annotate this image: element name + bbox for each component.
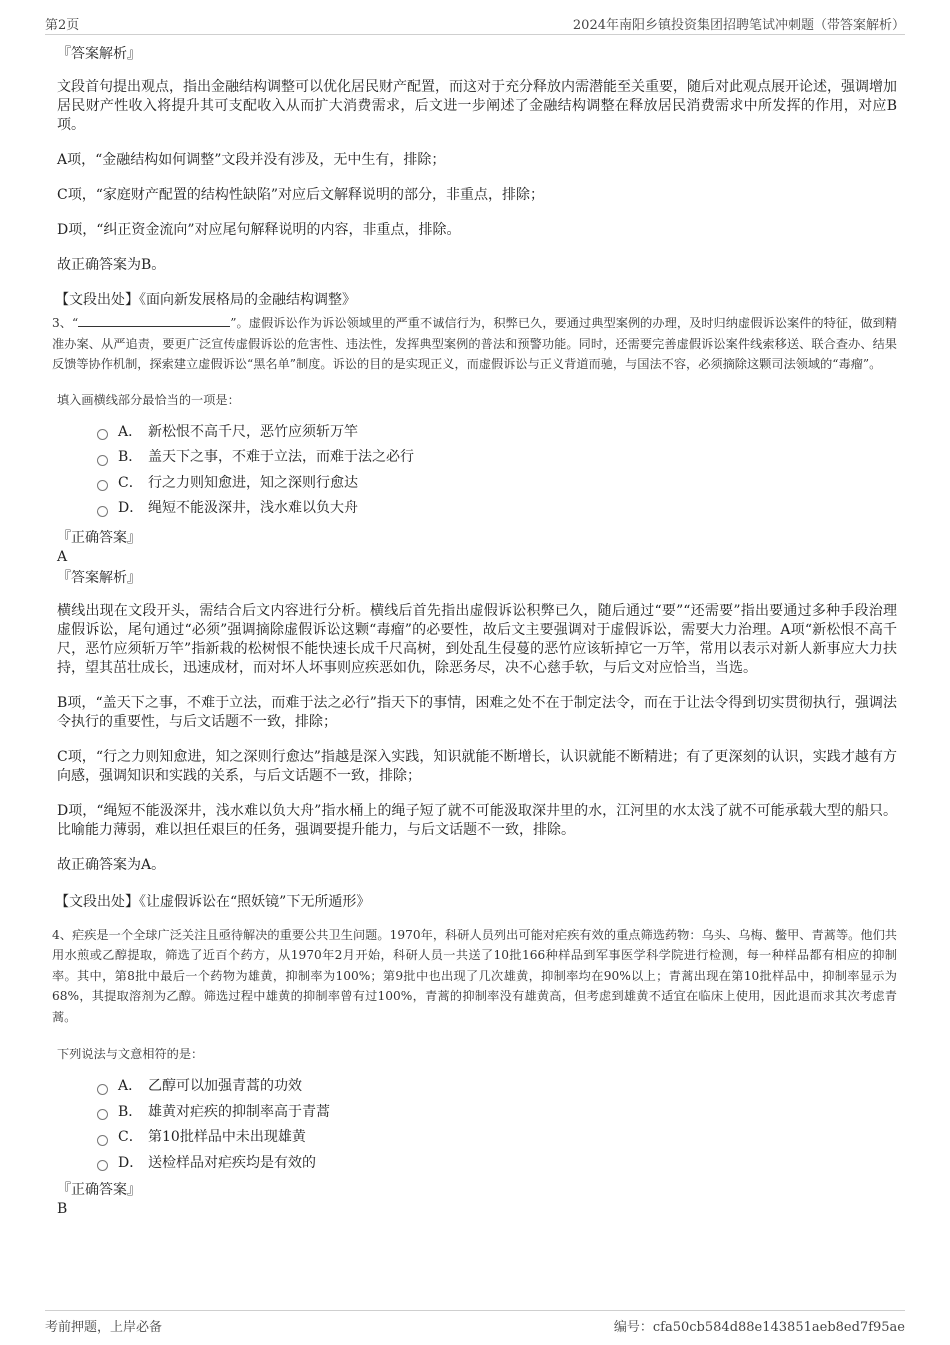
page-footer	[45, 1310, 905, 1337]
radio-icon[interactable]	[97, 1084, 108, 1095]
radio-icon[interactable]	[97, 480, 108, 491]
radio-icon[interactable]	[97, 429, 108, 440]
source-citation: 【文段出处】《面向新发展格局的金融结构调整》	[55, 292, 356, 308]
option-c[interactable]: C． 行之力则知愈进，知之深则行愈达	[97, 471, 897, 497]
fill-blank-line	[78, 314, 230, 327]
option-d[interactable]: D． 送检样品对疟疾均是有效的	[97, 1151, 897, 1177]
page-content	[52, 44, 897, 1218]
answer-value: A	[57, 548, 68, 565]
analysis-label: 『答案解析』	[57, 569, 141, 586]
question-3-options	[97, 420, 897, 522]
analysis-option-b: B项，“盖天下之事，不难于立法，而难于法之必行”指天下的事情，困难之处不在于制定法令，而在于让法令得到切实贯彻执行，强调法令执行的重要性，与后文话题不一致，排除；	[57, 694, 897, 730]
question-3-stem	[52, 313, 897, 375]
answer-label: 『正确答案』	[57, 1182, 141, 1198]
analysis-option-c: C项，“行之力则知愈进，知之深则行愈达”指越是深入实践，知识就能不断增长，认识就能不断精进；有了更深刻的认识，实践才越有方向感，强调知识和实践的关系，与后文话题不一致，排除；	[57, 748, 897, 784]
option-b[interactable]: B． 盖天下之事，不难于立法，而难于法之必行	[97, 445, 897, 471]
analysis-paragraph: 横线出现在文段开头，需结合后文内容进行分析。横线后首先指出虚假诉讼积弊已久，随后通过“要”“还需要”指出要通过多种手段治理虚假诉讼，尾句通过“必须”强调摘除虚假诉讼这颗“毒瘤”的必要性，故后文主要强调对于虚假诉讼，需要大力治理。A项“新松恨不高千尺，恶竹应须斩万竿”指新栽的松树恨不能快速长成千尺高树，到处乱生侵蔓的恶竹应该斩掉它一万竿，常用以表示对新人新事应大力扶持，望其茁壮成长，迅速成材，而对坏人坏事则应疾恶如仇，除恶务尽，决不心慈手软，与后文对应恰当，当选。	[57, 602, 897, 676]
answer-label: 『正确答案』	[57, 529, 141, 546]
source-citation: 【文段出处】《让虚假诉讼在“照妖镜”下无所遁形》	[55, 893, 371, 910]
option-b[interactable]: B． 雄黄对疟疾的抑制率高于青蒿	[97, 1100, 897, 1126]
conclusion: 故正确答案为B。	[57, 257, 166, 273]
analysis-label: 『答案解析』	[57, 46, 141, 62]
option-d[interactable]: D． 绳短不能汲深井，浅水难以负大舟	[97, 496, 897, 522]
analysis-option-c: C项，“家庭财产配置的结构性缺陷”对应后文解释说明的部分，非重点，排除；	[57, 187, 545, 203]
conclusion: 故正确答案为A。	[57, 856, 166, 873]
radio-icon[interactable]	[97, 1135, 108, 1146]
radio-icon[interactable]	[97, 1160, 108, 1171]
footer-slogan: 考前押题，上岸必备	[45, 1320, 163, 1335]
analysis-option-d: D项，“绳短不能汲深井，浅水难以负大舟”指水桶上的绳子短了就不可能汲取深井里的水，江河里的水太浅了就不可能承载大型的船只。比喻能力薄弱，难以担任艰巨的任务，强调要提升能力，与后文话题不一致，排除。	[57, 802, 897, 838]
analysis-option-d: D项，“纠正资金流向”对应尾句解释说明的内容，非重点，排除。	[57, 222, 461, 238]
page-number: 第2页	[45, 18, 80, 33]
analysis-paragraph: 文段首句提出观点，指出金融结构调整可以优化居民财产配置，而这对于充分释放内需潜能至关重要，随后对此观点展开论述，强调增加居民财产性收入将提升其可支配收入从而扩大消费需求，后文进一步阐述了金融结构调整在释放居民消费需求中所发挥的作用，对应B项。	[57, 79, 897, 133]
question-4-instruction: 下列说法与文意相符的是：	[57, 1047, 204, 1061]
document-id: 编号：cfa50cb584d88e143851aeb8ed7f95ae	[613, 1320, 905, 1335]
option-c[interactable]: C． 第10批样品中未出现雄黄	[97, 1125, 897, 1151]
page-header	[45, 12, 905, 35]
option-a[interactable]: A． 新松恨不高千尺，恶竹应须斩万竿	[97, 420, 897, 446]
document-title: 2024年南阳乡镇投资集团招聘笔试冲刺题（带答案解析）	[572, 18, 905, 33]
question-4-options	[97, 1074, 897, 1176]
question-3-instruction: 填入画横线部分最恰当的一项是：	[57, 392, 240, 407]
option-a[interactable]: A． 乙醇可以加强青蒿的功效	[97, 1074, 897, 1100]
radio-icon[interactable]	[97, 455, 108, 466]
question-4-stem: 4、疟疾是一个全球广泛关注且亟待解决的重要公共卫生问题。1970年，科研人员列出可能对疟疾有效的重点筛选药物：乌头、乌梅、鳖甲、青蒿等。他们共用水煎或乙醇提取，筛选了近百个药方，从1970年2月开始，科研人员一共送了10批166种样品到军事医学科学院进行检测，每一种样品都有相应的抑制率。其中，第8批中最后一个药物为雄黄，抑制率为100%；第9批中也出现了几次雄黄，抑制率均在90%以上；青蒿出现在第10批样品中，抑制率显示为68%，其提取溶剂为乙醇。筛选过程中雄黄的抑制率曾有过100%，青蒿的抑制率没有雄黄高，但考虑到雄黄不适宜在临床上使用，因此退而求其次考虑青蒿。	[52, 927, 897, 1024]
question-3-number: 3、“	[52, 316, 79, 330]
radio-icon[interactable]	[97, 506, 108, 517]
radio-icon[interactable]	[97, 1109, 108, 1120]
analysis-option-a: A项，“金融结构如何调整”文段并没有涉及，无中生有，排除；	[57, 152, 446, 168]
answer-value: B	[57, 1201, 68, 1217]
question-3-text: ”。虚假诉讼作为诉讼领域里的严重不诚信行为，积弊已久，要通过典型案例的办理，及时归纳虚假诉讼案件的特征，做到精准办案、从严追责，要更广泛宣传虚假诉讼的危害性、违法性，发挥典型案例的普法和预警功能。同时，还需要完善虚假诉讼案件线索移送、联合查办、结果反馈等协作机制，探索建立虚假诉讼“黑名单”制度。诉讼的目的是实现正义，而虚假诉讼与正义背道而驰，与国法不容，必须摘除这颗司法领域的“毒瘤”。	[52, 316, 897, 371]
